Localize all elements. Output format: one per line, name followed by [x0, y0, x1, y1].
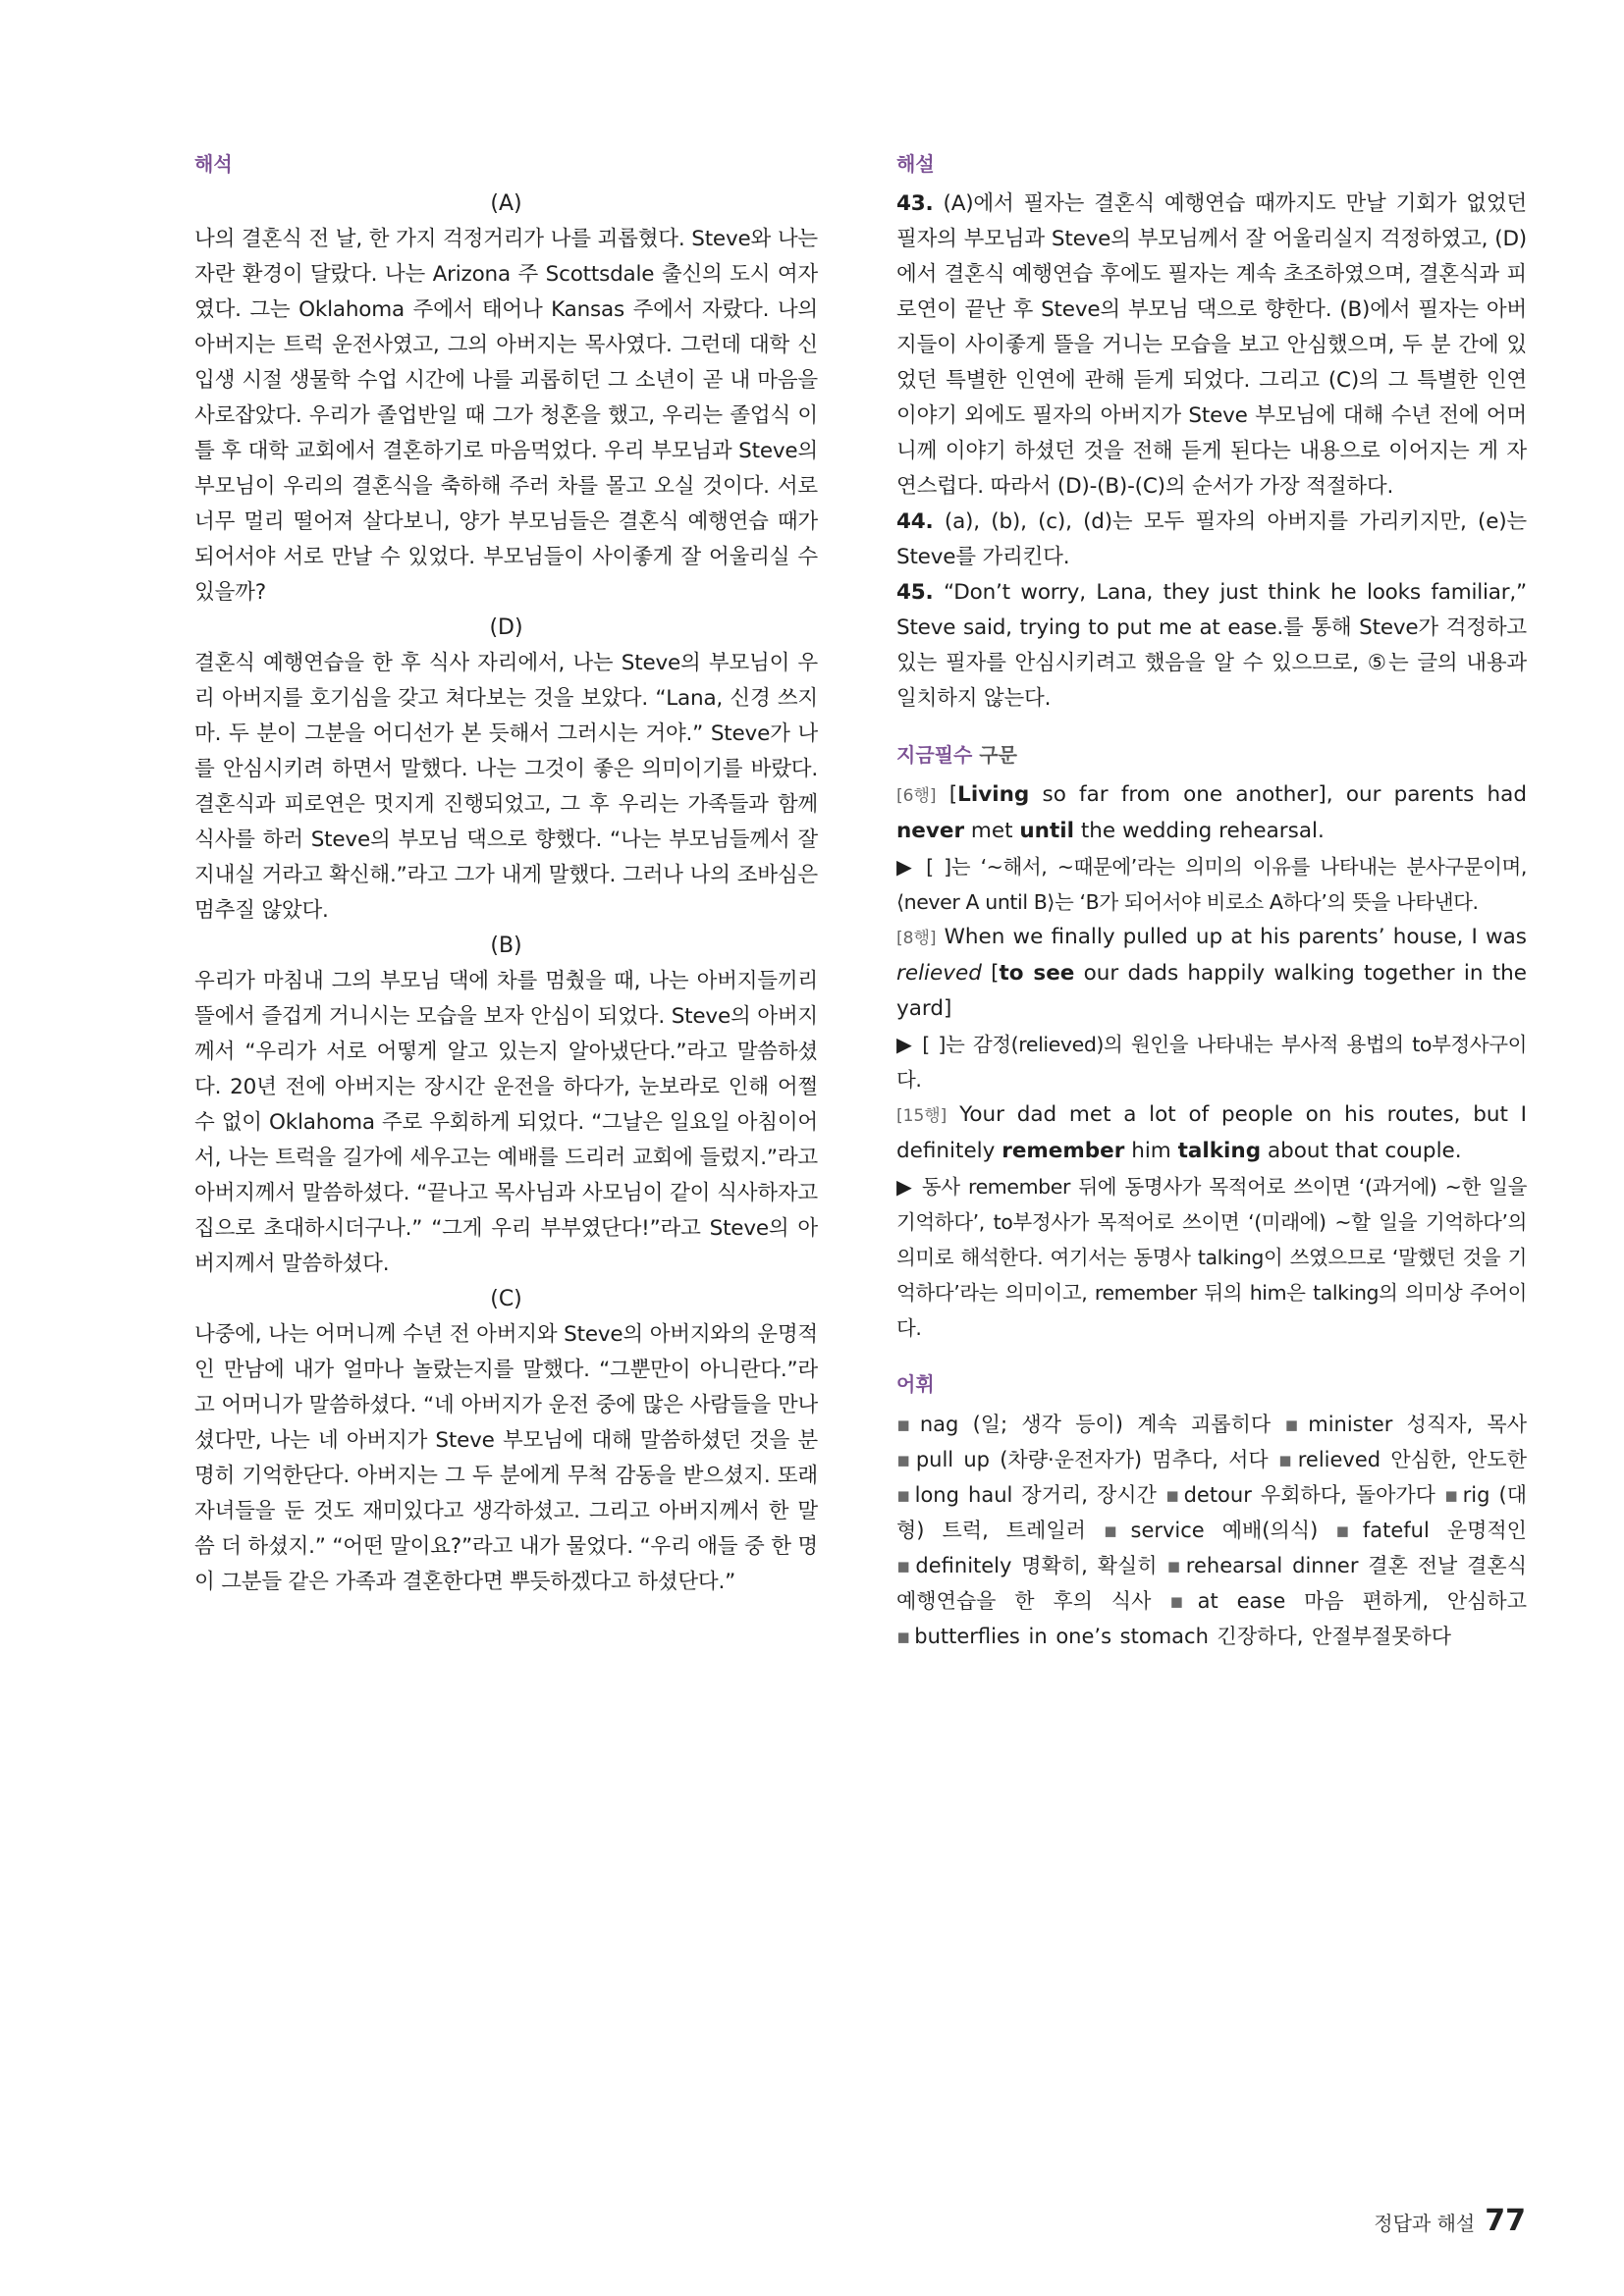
structure-sentence-2	[896, 920, 1527, 1027]
answer-number: 43.	[896, 191, 934, 216]
translation-heading: 해석	[194, 152, 233, 176]
page-footer	[1374, 2204, 1526, 2238]
structure-note-1: ▶ [ ]는 ‘~해서, ~때문에’라는 의미의 이유를 나타내는 분사구문이며, ⟨never A until B⟩는 ‘B가 되어서야 비로소 A하다’의 뜻을 나타낸다.	[896, 855, 1527, 914]
section-text-d: 결혼식 예행연습을 한 후 식사 자리에서, 나는 Steve의 부모님이 우리 아버지를 호기심을 갖고 쳐다보는 것을 보았다. “Lana, 신경 쓰지 마. 두 분이 그분을 어디선가 본 듯해서 그러시는 거야.” Steve가 나를 안심시키려 하면서 말했다. 나는 그것이 좋은 의미이기를 바랐다. 결혼식과 피로연은 멋지게 진행되었고, 그 후 우리는 가족들과 함께 식사를 하러 Steve의 부모님 댁으로 향했다. “나는 부모님들께서 잘 지내실 거라고 확신해.”라고 그가 내게 말했다. 그러나 나의 조바심은 멈추질 않았다.	[194, 651, 818, 923]
explanation-heading: 해설	[896, 152, 935, 176]
vocab-item: ▪ nag (일; 생각 등이) 계속 괴롭히다	[896, 1413, 1272, 1436]
page-number: 77	[1485, 2204, 1526, 2238]
vocab-item: ▪ detour 우회하다, 돌아가다	[1164, 1483, 1435, 1507]
sentence-fragment: our dads happily walking together in the yard]	[896, 961, 1527, 1021]
answer-number: 45.	[896, 580, 934, 605]
answer-text: “Don’t worry, Lana, they just think he looks familiar,” Steve said, trying to put me at ease.를 통해 Steve가 걱정하고 있는 필자를 안심시키려고 했음을 알 수 있으므로, ⑤는 글의 내용과 일치하지 않는다.	[896, 580, 1527, 711]
section-text-b: 우리가 마침내 그의 부모님 댁에 차를 멈췄을 때, 나는 아버지들끼리 뜰에서 즐겁게 거니시는 모습을 보자 안심이 되었다. Steve의 아버지께서 “우리가 서로 어떻게 알고 있는지 알아냈단다.”라고 말씀하셨다. 20년 전에 아버지는 장시간 운전을 하다가, 눈보라로 인해 어쩔 수 없이 Oklahoma 주로 우회하게 되었다. “그날은 일요일 아침이어서, 나는 트럭을 길가에 세우고는 예배를 드리러 교회에 들렀지.”라고 아버지께서 말씀하셨다. “끝나고 목사님과 사모님이 같이 식사하자고 집으로 초대하시더구나.” “그게 우리 부부였단다!”라고 Steve의 아버지께서 말씀하셨다.	[194, 969, 818, 1276]
sentence-italic: relieved	[896, 961, 982, 986]
vocab-item: ▪ at ease 마음 편하게, 안심하고	[1169, 1589, 1528, 1613]
vocab-list	[896, 1407, 1527, 1654]
structure-note-2: ▶ [ ]는 감정(relieved)의 원인을 나타내는 부사적 용법의 to부정사구이다.	[896, 1033, 1527, 1092]
structure-heading-main: 지금필수	[896, 743, 973, 767]
structure-heading-sub: 구문	[979, 743, 1017, 767]
vocab-item: ▪ minister 성직자, 목사	[1284, 1413, 1527, 1436]
vocab-item: ▪ pull up (차량·운전자가) 멈추다, 서다	[896, 1448, 1269, 1471]
line-reference: [8행]	[896, 929, 937, 948]
section-label-a: (A)	[490, 191, 522, 216]
section-label-c: (C)	[490, 1287, 522, 1311]
sentence-fragment: [	[948, 782, 958, 807]
footer-label: 정답과 해설	[1374, 2212, 1476, 2235]
sentence-fragment: When we finally pulled up at his parents’ house, I was	[944, 925, 1527, 949]
answer-text: (A)에서 필자는 결혼식 예행연습 때까지도 만날 기회가 없었던 필자의 부모님과 Steve의 부모님께서 잘 어울리실지 걱정하였고, (D)에서 결혼식 예행연습 후에도 필자는 계속 초조하였으며, 결혼식과 피로연이 끝난 후 Steve의 부모님 댁으로 향한다. (B)에서 필자는 아버지들이 사이좋게 뜰을 거니는 모습을 보고 안심했으며, 두 분 간에 있었던 특별한 인연에 관해 듣게 되었다. 그리고 (C)의 그 특별한 인연 이야기 외에도 필자의 아버지가 Steve 부모님에 대해 수년 전에 어머니께 이야기 하셨던 것을 전해 듣게 된다는 내용으로 이어지는 게 자연스럽다. 따라서 (D)-(B)-(C)의 순서가 가장 적절하다.	[896, 191, 1527, 499]
sentence-emphasis: until	[1019, 819, 1075, 843]
section-label-b: (B)	[490, 934, 522, 958]
translation-column	[194, 147, 818, 1600]
sentence-fragment: met	[964, 819, 1020, 843]
sentence-emphasis: remember	[1001, 1139, 1125, 1163]
sentence-emphasis: never	[896, 819, 965, 843]
sentence-fragment: him	[1124, 1139, 1178, 1163]
answer-45	[896, 575, 1527, 717]
structure-note-3: ▶ 동사 remember 뒤에 동명사가 목적어로 쓰이면 ‘(과거에) ~한 일을 기억하다’, to부정사가 목적어로 쓰이면 ‘(미래에) ~할 일을 기억하다’의 의미로 해석한다. 여기서는 동명사 talking이 쓰였으므로 ‘말했던 것을 기억하다’라는 의미이고, remember 뒤의 him은 talking의 의미상 주어이다.	[896, 1175, 1527, 1340]
vocab-item: ▪ rig (대형) 트럭, 트레일러	[896, 1483, 1528, 1542]
vocab-item: ▪ rehearsal dinner 결혼 전날 결혼식 예행연습을 한 후의 식사	[896, 1554, 1527, 1613]
sentence-fragment: about that couple.	[1261, 1139, 1462, 1163]
answer-43	[896, 187, 1527, 505]
structure-sentence-1	[896, 777, 1527, 849]
vocab-item: ▪ butterflies in one’s stomach 긴장하다, 안절부절못하다	[896, 1625, 1452, 1648]
vocab-item: ▪ definitely 명확히, 확실히	[896, 1554, 1158, 1577]
sentence-emphasis: to see	[999, 961, 1075, 986]
sentence-fragment: so far from one another], our parents had	[1029, 782, 1527, 807]
structure-heading	[896, 738, 1527, 772]
section-label-d: (D)	[489, 615, 523, 640]
sentence-emphasis: Living	[957, 782, 1030, 807]
structure-sentence-3	[896, 1097, 1527, 1169]
vocab-item: ▪ fateful 운명적인	[1335, 1519, 1527, 1542]
answer-44	[896, 505, 1527, 575]
answer-number: 44.	[896, 509, 934, 534]
explanation-column	[896, 147, 1527, 1654]
answer-text: (a), (b), (c), (d)는 모두 필자의 아버지를 가리키지만, (e)는 Steve를 가리킨다.	[896, 509, 1527, 569]
vocab-heading: 어휘	[896, 1372, 935, 1396]
section-text-c: 나중에, 나는 어머니께 수년 전 아버지와 Steve의 아버지와의 운명적인 만남에 내가 얼마나 놀랐는지를 말했다. “그뿐만이 아니란다.”라고 어머니가 말씀하셨다. “네 아버지가 운전 중에 많은 사람들을 만나셨다만, 나는 네 아버지가 Steve 부모님에 대해 말씀하셨던 것을 분명히 기억한단다. 아버지는 그 두 분에게 무척 감동을 받으셨지. 또래 자녀들을 둔 것도 재미있다고 생각하셨고. 그리고 아버지께서 한 말씀 더 하셨지.” “어떤 말이요?”라고 내가 물었다. “우리 애들 중 한 명이 그분들 같은 가족과 결혼한다면 뿌듯하겠다고 하셨단다.”	[194, 1322, 818, 1594]
vocab-item: ▪ service 예배(의식)	[1103, 1519, 1319, 1542]
line-reference: [15행]	[896, 1106, 947, 1126]
sentence-emphasis: talking	[1177, 1139, 1262, 1163]
vocab-item: ▪ relieved 안심한, 안도한	[1277, 1448, 1527, 1471]
section-text-a: 나의 결혼식 전 날, 한 가지 걱정거리가 나를 괴롭혔다. Steve와 나는 자란 환경이 달랐다. 나는 Arizona 주 Scottsdale 출신의 도시 여자였다. 그는 Oklahoma 주에서 태어나 Kansas 주에서 자랐다. 나의 아버지는 트럭 운전사였고, 그의 아버지는 목사였다. 그런데 대학 신입생 시절 생물학 수업 시간에 나를 괴롭히던 그 소년이 곧 내 마음을 사로잡았다. 우리가 졸업반일 때 그가 청혼을 했고, 우리는 졸업식 이틀 후 대학 교회에서 결혼하기로 마음먹었다. 우리 부모님과 Steve의 부모님이 우리의 결혼식을 축하해 주러 차를 몰고 오실 것이다. 서로 너무 멀리 떨어져 살다보니, 양가 부모님들은 결혼식 예행연습 때가 되어서야 서로 만날 수 있었다. 부모님들이 사이좋게 잘 어울리실 수 있을까?	[194, 227, 818, 605]
line-reference: [6행]	[896, 786, 937, 806]
vocab-item: ▪ long haul 장거리, 장시간	[896, 1483, 1157, 1507]
sentence-fragment: [	[981, 961, 1000, 986]
sentence-fragment: Your dad met a lot of people on his routes, but I definitely	[896, 1102, 1527, 1163]
sentence-fragment: the wedding rehearsal.	[1074, 819, 1325, 843]
